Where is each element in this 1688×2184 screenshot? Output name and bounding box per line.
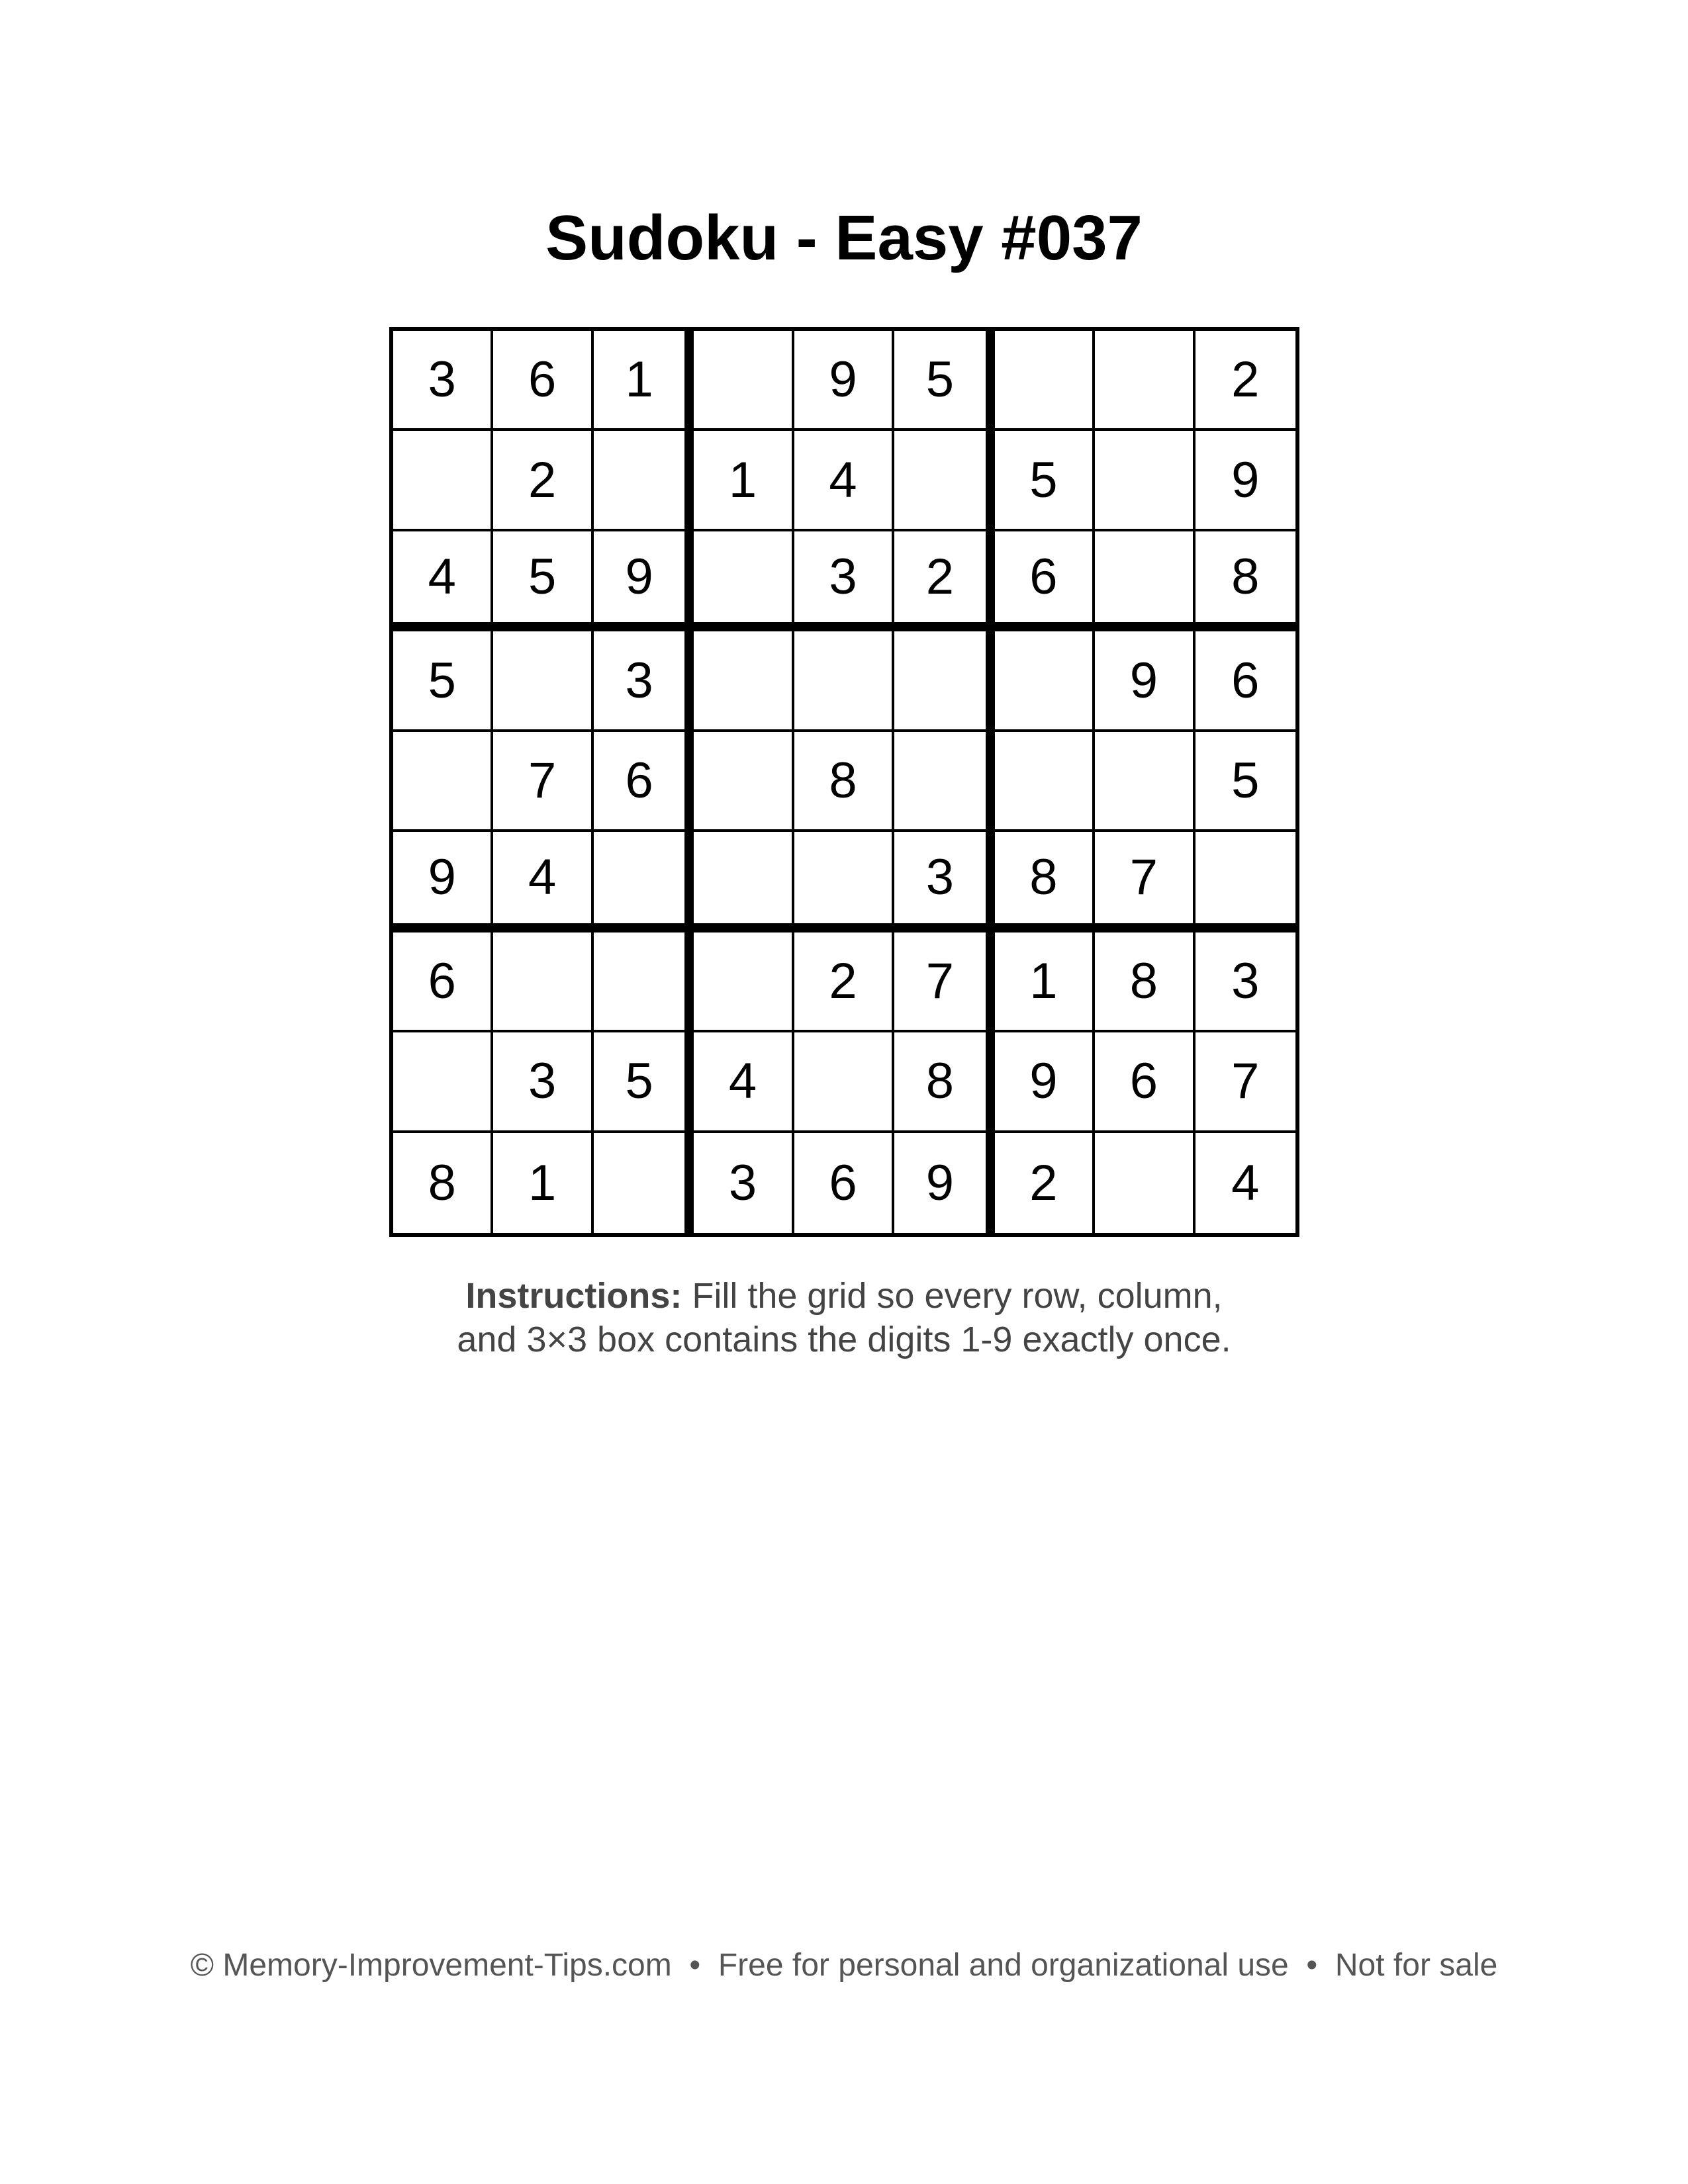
sudoku-cell-empty[interactable]: [493, 933, 593, 1032]
sudoku-cell-empty[interactable]: [894, 431, 994, 531]
footer-separator: •: [671, 1948, 718, 1983]
sudoku-cell-empty[interactable]: [694, 832, 794, 932]
sudoku-cell-given[interactable]: 9: [1095, 631, 1195, 731]
sudoku-cell-empty[interactable]: [995, 732, 1095, 832]
sudoku-cell-empty[interactable]: [794, 1032, 894, 1132]
instructions-line-1: Fill the grid so every row, column,: [682, 1276, 1223, 1316]
sudoku-cell-given[interactable]: 3: [794, 531, 894, 631]
sudoku-cell-given[interactable]: 3: [1196, 933, 1295, 1032]
sudoku-cell-given[interactable]: 9: [794, 331, 894, 431]
sudoku-cell-given[interactable]: 4: [393, 531, 493, 631]
sudoku-cell-empty[interactable]: [1095, 732, 1195, 832]
sudoku-cell-empty[interactable]: [894, 631, 994, 731]
sudoku-cell-empty[interactable]: [393, 431, 493, 531]
sudoku-cell-given[interactable]: 9: [1196, 431, 1295, 531]
sudoku-cell-given[interactable]: 8: [794, 732, 894, 832]
sudoku-cell-empty[interactable]: [794, 631, 894, 731]
sudoku-cell-given[interactable]: 9: [594, 531, 694, 631]
sudoku-cell-given[interactable]: 2: [493, 431, 593, 531]
sudoku-cell-given[interactable]: 5: [594, 1032, 694, 1132]
sudoku-cell-given[interactable]: 8: [894, 1032, 994, 1132]
sudoku-cell-empty[interactable]: [1196, 832, 1295, 932]
instructions: [0, 1274, 1688, 1361]
sudoku-cell-given[interactable]: 8: [393, 1133, 493, 1233]
sudoku-cell-given[interactable]: 2: [995, 1133, 1095, 1233]
sudoku-cell-given[interactable]: 2: [894, 531, 994, 631]
footer-separator: •: [1288, 1948, 1335, 1983]
sudoku-cell-given[interactable]: 7: [1196, 1032, 1295, 1132]
sudoku-cell-given[interactable]: 6: [1095, 1032, 1195, 1132]
sudoku-cell-empty[interactable]: [594, 431, 694, 531]
sudoku-cell-empty[interactable]: [1095, 531, 1195, 631]
sudoku-cell-given[interactable]: 3: [594, 631, 694, 731]
sudoku-cell-given[interactable]: 6: [393, 933, 493, 1032]
sudoku-cell-given[interactable]: 6: [995, 531, 1095, 631]
sudoku-cell-given[interactable]: 6: [594, 732, 694, 832]
sudoku-cell-given[interactable]: 9: [995, 1032, 1095, 1132]
sudoku-cell-given[interactable]: 4: [794, 431, 894, 531]
sudoku-cell-given[interactable]: 5: [995, 431, 1095, 531]
sudoku-cell-empty[interactable]: [1095, 1133, 1195, 1233]
instructions-label: Instructions:: [465, 1276, 682, 1316]
footer-copyright: © Memory-Improvement-Tips.com: [190, 1948, 672, 1983]
sudoku-cell-given[interactable]: 6: [1196, 631, 1295, 731]
sudoku-cell-given[interactable]: 4: [1196, 1133, 1295, 1233]
sudoku-cell-given[interactable]: 8: [1196, 531, 1295, 631]
sudoku-cell-given[interactable]: 3: [493, 1032, 593, 1132]
sudoku-cell-empty[interactable]: [594, 1133, 694, 1233]
sudoku-cell-given[interactable]: 7: [1095, 832, 1195, 932]
sudoku-cell-empty[interactable]: [995, 331, 1095, 431]
sudoku-cell-empty[interactable]: [694, 331, 794, 431]
sudoku-cell-given[interactable]: 1: [594, 331, 694, 431]
sudoku-cell-empty[interactable]: [393, 1032, 493, 1132]
sudoku-cell-given[interactable]: 2: [794, 933, 894, 1032]
sudoku-cell-empty[interactable]: [894, 732, 994, 832]
sudoku-cell-empty[interactable]: [1095, 331, 1195, 431]
sudoku-cell-given[interactable]: 9: [393, 832, 493, 932]
sudoku-cell-empty[interactable]: [794, 832, 894, 932]
sudoku-cell-given[interactable]: 1: [995, 933, 1095, 1032]
sudoku-cell-empty[interactable]: [594, 832, 694, 932]
footer-sale: Not for sale: [1335, 1948, 1498, 1983]
sudoku-cell-given[interactable]: 6: [493, 331, 593, 431]
sudoku-cell-empty[interactable]: [1095, 431, 1195, 531]
page-title: Sudoku - Easy #037: [545, 203, 1143, 273]
sudoku-cell-given[interactable]: 7: [493, 732, 593, 832]
sudoku-cell-given[interactable]: 5: [493, 531, 593, 631]
sudoku-cell-empty[interactable]: [493, 631, 593, 731]
sudoku-cell-given[interactable]: 1: [493, 1133, 593, 1233]
sudoku-cell-given[interactable]: 6: [794, 1133, 894, 1233]
sudoku-cell-given[interactable]: 9: [894, 1133, 994, 1233]
sudoku-cell-given[interactable]: 1: [694, 431, 794, 531]
sudoku-cell-given[interactable]: 7: [894, 933, 994, 1032]
sudoku-cell-empty[interactable]: [995, 631, 1095, 731]
sudoku-cell-given[interactable]: 8: [995, 832, 1095, 932]
sudoku-cell-given[interactable]: 5: [894, 331, 994, 431]
footer: [0, 1946, 1688, 1985]
sudoku-cell-given[interactable]: 5: [1196, 732, 1295, 832]
sudoku-cell-given[interactable]: 4: [694, 1032, 794, 1132]
sudoku-cell-empty[interactable]: [594, 933, 694, 1032]
sudoku-cell-empty[interactable]: [694, 933, 794, 1032]
sudoku-cell-given[interactable]: 8: [1095, 933, 1195, 1032]
sudoku-cell-given[interactable]: 2: [1196, 331, 1295, 431]
sudoku-cell-empty[interactable]: [694, 732, 794, 832]
footer-usage: Free for personal and organizational use: [718, 1948, 1289, 1983]
sudoku-cell-given[interactable]: 5: [393, 631, 493, 731]
sudoku-cell-empty[interactable]: [393, 732, 493, 832]
sudoku-cell-given[interactable]: 4: [493, 832, 593, 932]
instructions-line-2: and 3×3 box contains the digits 1-9 exactly once.: [457, 1320, 1231, 1359]
sudoku-cell-given[interactable]: 3: [694, 1133, 794, 1233]
sudoku-grid: [389, 327, 1299, 1237]
sudoku-cell-empty[interactable]: [694, 631, 794, 731]
sudoku-cell-given[interactable]: 3: [894, 832, 994, 932]
sudoku-cell-empty[interactable]: [694, 531, 794, 631]
sudoku-cell-given[interactable]: 3: [393, 331, 493, 431]
